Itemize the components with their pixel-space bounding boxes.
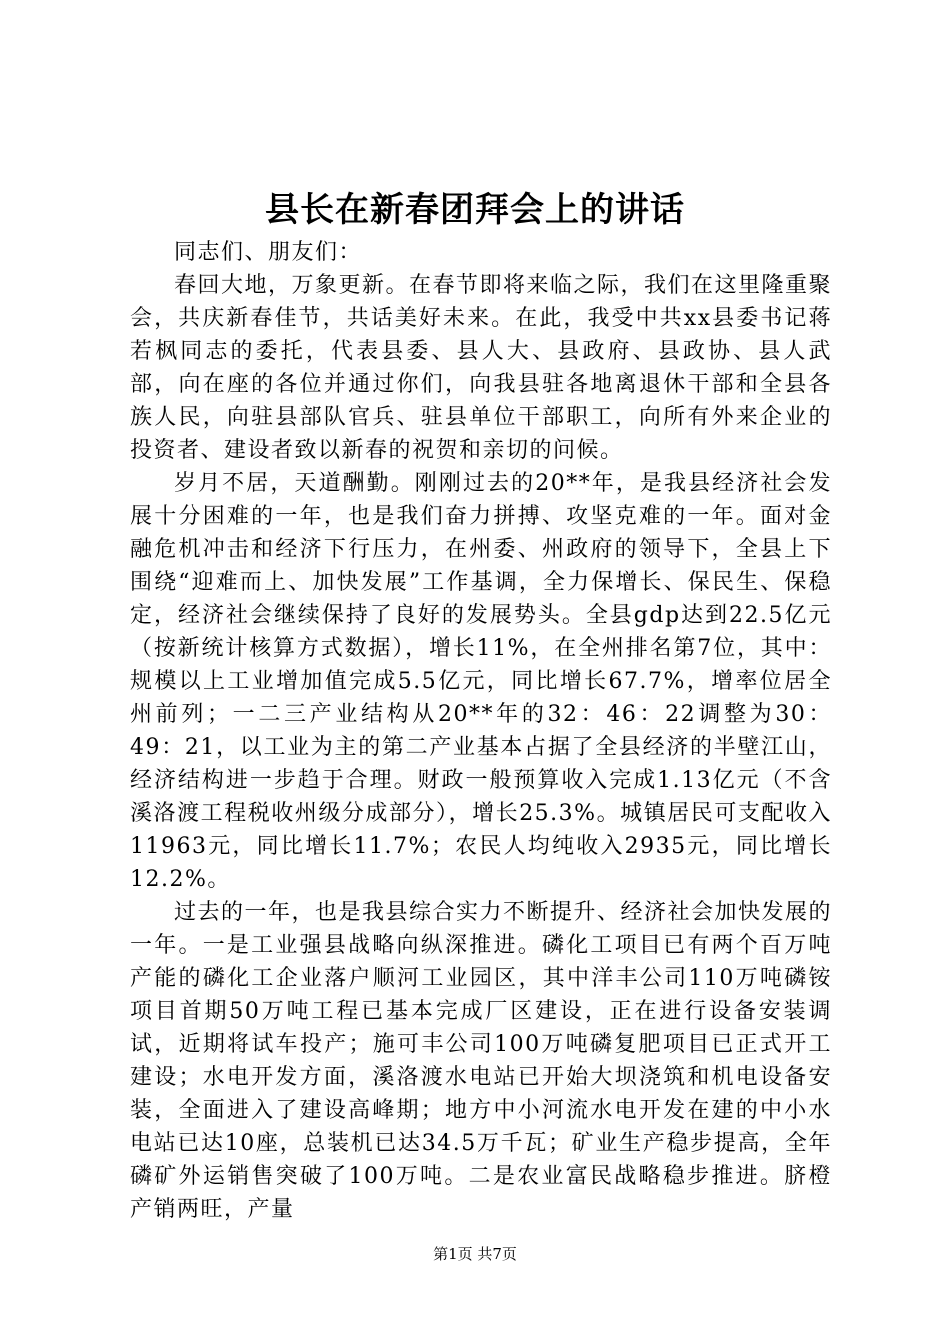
page-number-footer: 第1页 共7页 (433, 1245, 517, 1263)
document-title: 县长在新春团拜会上的讲话 (265, 190, 685, 230)
document-body (130, 236, 832, 1226)
paragraph: 过去的一年，也是我县综合实力不断提升、经济社会加快发展的一年。一是工业强县战略向纵深推进。磷化工项目已有两个百万吨产能的磷化工企业落户顺河工业园区，其中洋丰公司110万吨磷铵项目首期50万吨工程已基本完成厂区建设，正在进行设备安装调试，近期将试车投产；施可丰公司100万吨磷复肥项目已正式开工建设；水电开发方面，溪洛渡水电站已开始大坝浇筑和机电设备安装，全面进入了建设高峰期；地方中小河流水电开发在建的中小水电站已达10座，总装机已达34.5万千瓦；矿业生产稳步提高，全年磷矿外运销售突破了100万吨。二是农业富民战略稳步推进。脐橙产销两旺，产量 (130, 900, 833, 1222)
salutation: 同志们、朋友们： (174, 240, 363, 265)
paragraph: 岁月不居，天道酬勤。刚刚过去的20**年，是我县经济社会发展十分困难的一年，也是我们奋力拼搏、攻坚克难的一年。面对金融危机冲击和经济下行压力，在州委、州政府的领导下，全县上下围绕“迎难而上、加快发展”工作基调，全力保增长、保民生、保稳定，经济社会继续保持了良好的发展势头。全县gdp达到22.5亿元（按新统计核算方式数据），增长11%，在全州排名第7位，其中：规模以上工业增加值完成5.5亿元，同比增长67.7%，增率位居全州前列；一二三产业结构从20**年的32：46：22调整为30：49：21，以工业为主的第二产业基本占据了全县经济的半壁江山，经济结构进一步趋于合理。财政一般预算收入完成1.13亿元（不含溪洛渡工程税收州级分成部分），增长25.3%。城镇居民可支配收入11963元，同比增长11.7%；农民人均纯收入2935元，同比增长12.2%。 (130, 471, 832, 892)
paragraph: 春回大地，万象更新。在春节即将来临之际，我们在这里隆重聚会，共庆新春佳节，共话美好未来。在此，我受中共xx县委书记蒋若枫同志的委托，代表县委、县人大、县政府、县政协、县人武部，向在座的各位并通过你们，向我县驻各地离退休干部和全县各族人民，向驻县部队官兵、驻县单位干部职工，向所有外来企业的投资者、建设者致以新春的祝贺和亲切的问候。 (130, 273, 833, 463)
